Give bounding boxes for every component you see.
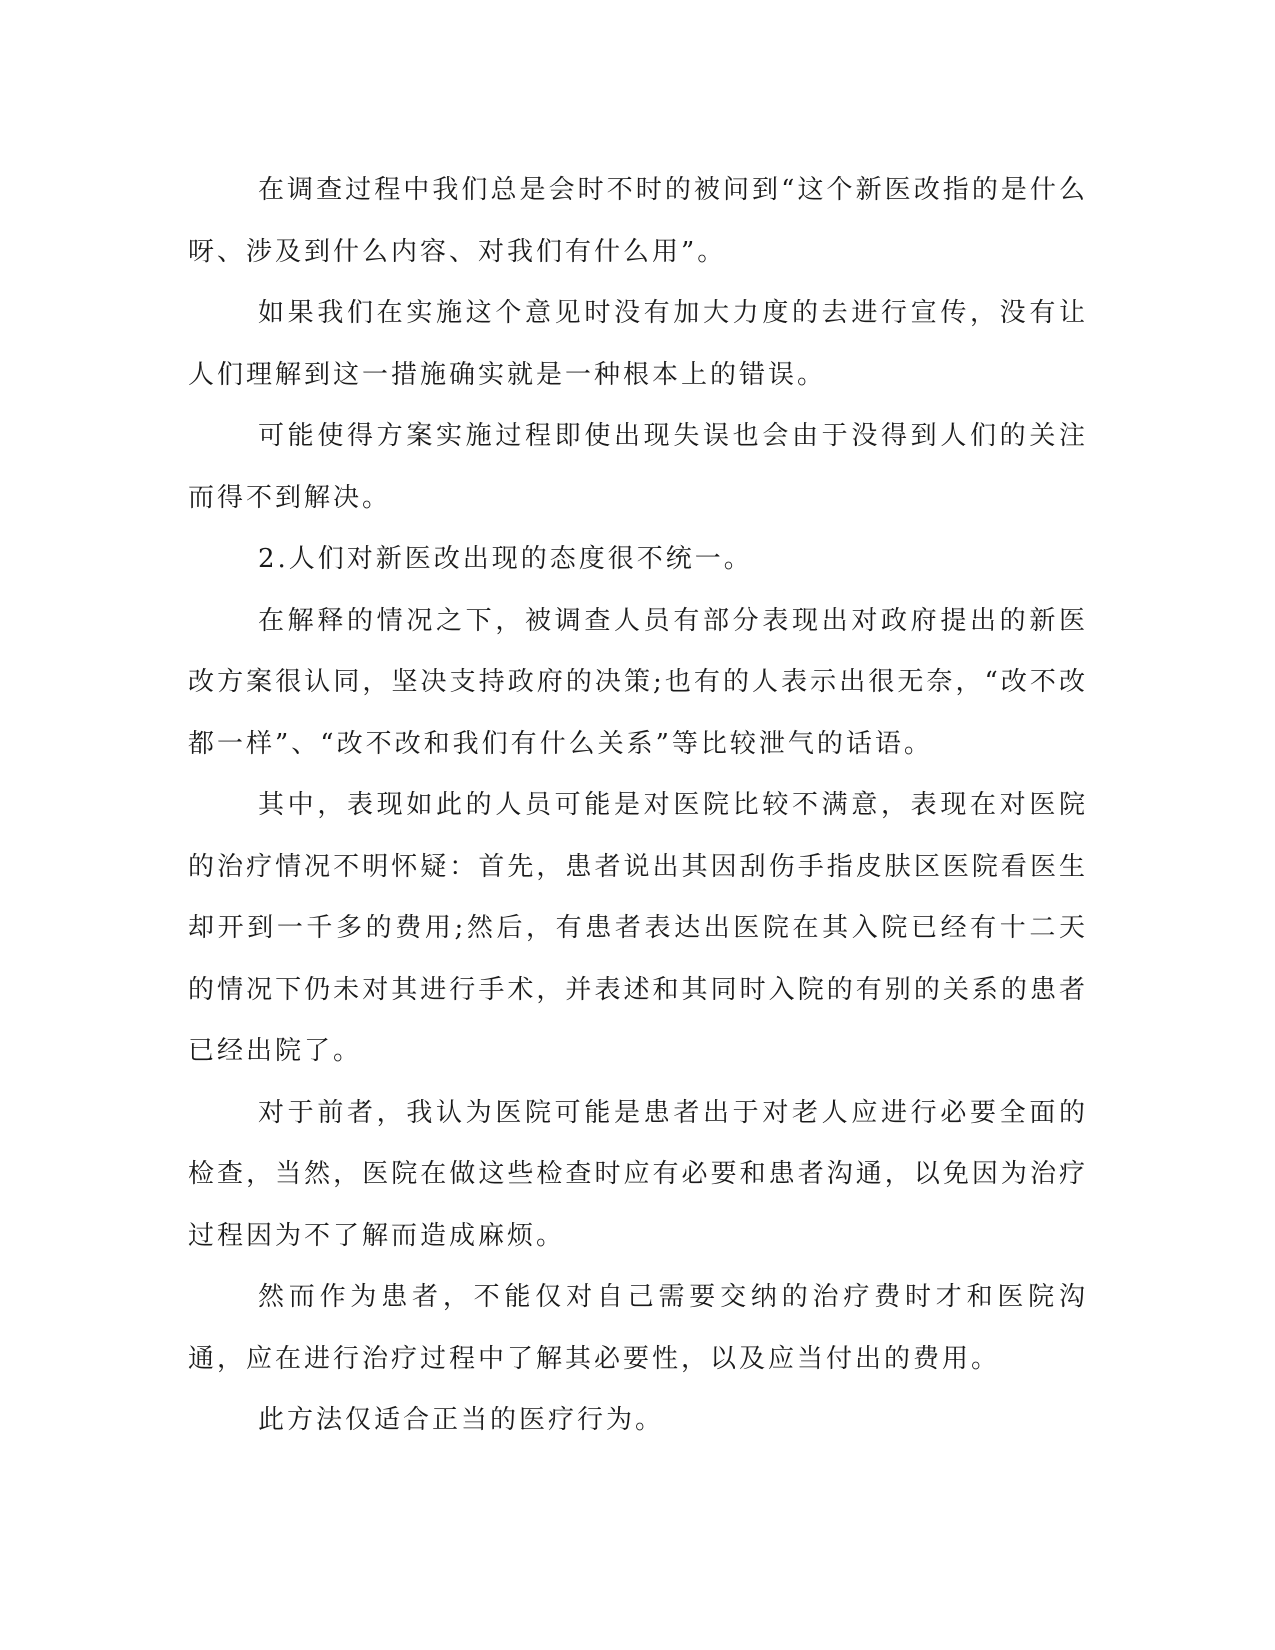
paragraph-5: 在解释的情况之下，被调查人员有部分表现出对政府提出的新医改方案很认同，坚决支持政府的决策;也有的人表示出很无奈，“改不改都一样”、“改不改和我们有什么关系”等比较泄气的话语。: [188, 605, 1088, 759]
paragraph-6: 其中，表现如此的人员可能是对医院比较不满意，表现在对医院的治疗情况不明怀疑：首先，患者说出其因刮伤手指皮肤区医院看医生却开到一千多的费用;然后，有患者表达出医院在其入院已经有十二天的情况下仍未对其进行手术，并表述和其同时入院的有别的关系的患者已经出院了。: [188, 790, 1088, 1066]
paragraph-9: 此方法仅适合正当的医疗行为。: [258, 1405, 665, 1435]
paragraph-7: 对于前者，我认为医院可能是患者出于对老人应进行必要全面的检查，当然，医院在做这些检查时应有必要和患者沟通，以免因为治疗过程因为不了解而造成麻烦。: [188, 1097, 1088, 1251]
document-body: [188, 160, 1088, 1452]
paragraph-1: 在调查过程中我们总是会时不时的被问到“这个新医改指的是什么呀、涉及到什么内容、对我们有什么用”。: [188, 175, 1088, 267]
paragraph-8: 然而作为患者，不能仅对自己需要交纳的治疗费时才和医院沟通，应在进行治疗过程中了解其必要性，以及应当付出的费用。: [188, 1282, 1088, 1374]
paragraph-2: 如果我们在实施这个意见时没有加大力度的去进行宣传，没有让人们理解到这一措施确实就是一种根本上的错误。: [188, 298, 1088, 390]
paragraph-3: 可能使得方案实施过程即使出现失误也会由于没得到人们的关注而得不到解决。: [188, 421, 1088, 513]
paragraph-4: 2.人们对新医改出现的态度很不统一。: [258, 544, 753, 574]
